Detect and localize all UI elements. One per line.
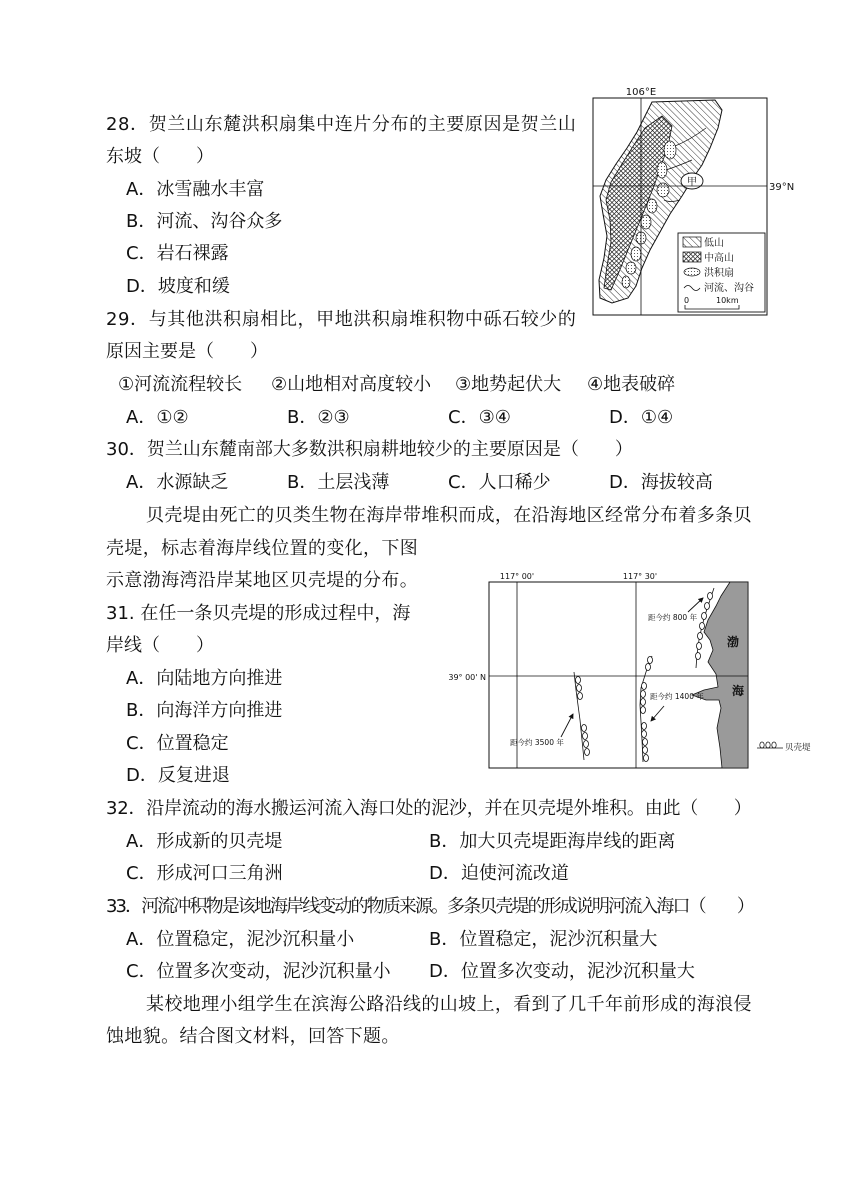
q32-option-b: B．加大贝壳堤距海岸线的距离 <box>429 831 676 852</box>
site-jia-label: 甲 <box>687 177 697 188</box>
ridge-label-800: 距今约 800 年 <box>648 613 698 622</box>
ridge-label-3500: 距今约 3500 年 <box>510 738 564 747</box>
q30-option-c: C．人口稀少 <box>448 472 551 493</box>
passage-erosion-line-2: 蚀地貌。结合图文材料，回答下题。 <box>106 1026 400 1047</box>
q28-option-c: C．岩石裸露 <box>126 243 229 264</box>
q28-stem-line-2: 东坡（ ） <box>106 146 214 167</box>
q32-stem-line-1: 32．沿岸流动的海水搬运河流入海口处的泥沙，并在贝壳堤外堆积。由此（ ） <box>106 798 752 819</box>
q29-statement-4: ④地表破碎 <box>587 374 676 395</box>
helan-mountain-map <box>580 80 810 322</box>
q29-option-b: B．②③ <box>287 407 350 428</box>
q31-option-b: B．向海洋方向推进 <box>126 700 283 721</box>
q33-option-d: D．位置多次变动，泥沙沉积量大 <box>429 961 695 982</box>
legend-shell-ridge: 贝壳堤 <box>785 743 811 753</box>
legend-river-gully: 河流、沟谷 <box>704 283 754 294</box>
q28-option-d: D．坡度和缓 <box>126 276 230 297</box>
longitude-label: 106°E <box>625 87 657 98</box>
q33-option-c: C．位置多次变动，泥沙沉积量小 <box>126 961 391 982</box>
ridge-label-1400: 距今约 1400 年 <box>650 692 704 701</box>
q30-stem-line-1: 30．贺兰山东麓南部大多数洪积扇耕地较少的主要原因是（ ） <box>106 439 633 460</box>
latitude-label-39-00: 39° 00' N <box>448 673 486 682</box>
scale-end-label: 10km <box>716 296 739 305</box>
q29-statement-2: ②山地相对高度较小 <box>271 374 432 395</box>
passage-erosion-line-1: 某校地理小组学生在滨海公路沿线的山坡上，看到了几千年前形成的海浪侵 <box>146 994 752 1015</box>
q32-option-d: D．迫使河流改道 <box>429 863 569 884</box>
q33-option-a: A．位置稳定，泥沙沉积量小 <box>126 929 355 950</box>
q29-statement-1: ①河流流程较长 <box>118 374 243 395</box>
passage-shell-ridge-line-1: 贝壳堤由死亡的贝类生物在海岸带堆积而成，在沿海地区经常分布着多条贝 <box>146 505 752 526</box>
sea-label-hai: 海 <box>732 684 745 698</box>
legend-low-mountain-swatch <box>683 237 701 247</box>
q28-option-a: A．冰雪融水丰富 <box>126 179 265 200</box>
map-legend <box>678 233 765 312</box>
q30-option-b: B．土层浅薄 <box>287 472 390 493</box>
q32-option-a: A．形成新的贝壳堤 <box>126 831 283 852</box>
q29-stem-line-1: 29．与其他洪积扇相比，甲地洪积扇堆积物中砾石较少的 <box>106 309 577 330</box>
scale-start-label: 0 <box>684 296 690 305</box>
legend-mid-high-mountain: 中高山 <box>704 253 734 264</box>
longitude-label-117-00: 117° 00' <box>499 572 535 581</box>
q31-option-a: A．向陆地方向推进 <box>126 668 283 689</box>
q33-option-b: B．位置稳定，泥沙沉积量大 <box>429 929 658 950</box>
q30-option-a: A．水源缺乏 <box>126 472 229 493</box>
q28-option-b: B．河流、沟谷众多 <box>126 211 283 232</box>
q33-stem-line-1: 33．河流冲积物是该地海岸线变动的物质来源。多条贝壳堤的形成说明河流入海口（ ） <box>106 896 754 917</box>
sea-label-bo: 渤 <box>727 635 740 649</box>
bohai-shell-ridge-map <box>440 566 825 776</box>
site-jia-fan <box>681 173 703 189</box>
q29-option-a: A．①② <box>126 407 189 428</box>
legend-fan-swatch <box>684 268 700 276</box>
longitude-label-117-30: 117° 30' <box>622 572 658 581</box>
q30-option-d: D．海拔较高 <box>609 472 713 493</box>
q29-option-d: D．①④ <box>609 407 674 428</box>
latitude-label: 39°N <box>769 182 795 193</box>
passage-shell-ridge-line-3: 示意渤海湾沿岸某地区贝壳堤的分布。 <box>106 570 419 591</box>
q29-stem-line-2: 原因主要是（ ） <box>106 341 268 362</box>
passage-shell-ridge-line-2: 壳堤，标志着海岸线位置的变化，下图 <box>106 538 419 559</box>
legend-alluvial-fan: 洪积扇 <box>704 268 734 279</box>
shell-ridge-legend <box>757 742 811 753</box>
q29-option-c: C．③④ <box>448 407 511 428</box>
q31-option-d: D．反复进退 <box>126 765 230 786</box>
q31-option-c: C．位置稳定 <box>126 733 229 754</box>
q32-option-c: C．形成河口三角洲 <box>126 863 283 884</box>
q29-statement-3: ③地势起伏大 <box>455 374 562 395</box>
q31-stem-line-1: 31. 在任一条贝壳堤的形成过程中，海 <box>106 603 411 624</box>
legend-mid-high-mountain-swatch <box>683 252 701 262</box>
q31-stem-line-2: 岸线（ ） <box>106 635 214 656</box>
q28-stem-line-1: 28．贺兰山东麓洪积扇集中连片分布的主要原因是贺兰山 <box>106 114 577 135</box>
legend-low-mountain: 低山 <box>704 238 724 249</box>
